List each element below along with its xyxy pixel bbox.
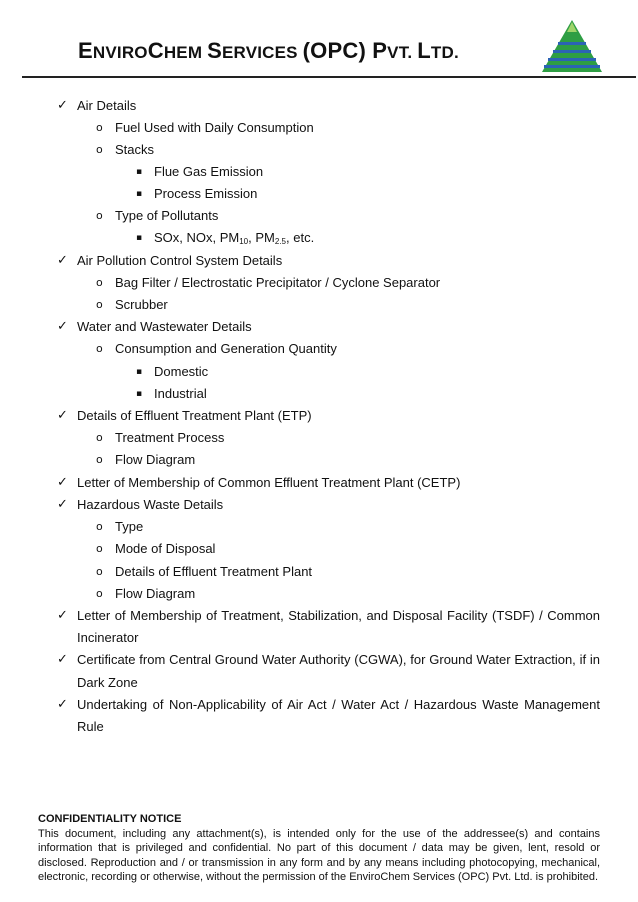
company-name [78, 38, 459, 64]
company-name-part: L [417, 38, 431, 63]
circle-bullet-icon: o [96, 565, 103, 578]
list-item-text: Flue Gas Emission [154, 164, 264, 179]
circle-bullet-icon: o [96, 298, 103, 311]
list-item-text: Process Emission [154, 186, 258, 201]
text-part: , PM [248, 230, 275, 245]
company-name-part: C [147, 38, 164, 63]
confidentiality-notice [38, 812, 600, 884]
square-bullet-icon: ▪ [136, 367, 143, 377]
circle-bullet-icon: o [96, 587, 103, 600]
subscript: 2.5 [274, 237, 286, 246]
list-item-text: Certificate from Central Ground Water Authority (CGWA), for Ground Water Extraction, if in [77, 652, 600, 667]
company-name-part: S [207, 38, 222, 63]
list-item-text: Details of Effluent Treatment Plant [115, 564, 313, 579]
checkmark-icon: ✓ [57, 475, 68, 490]
list-item-text: Treatment Process [115, 430, 225, 445]
list-item-text: Hazardous Waste Details [77, 497, 224, 512]
list-item-text: Consumption and Generation Quantity [115, 341, 337, 356]
square-bullet-icon: ▪ [136, 233, 143, 243]
circle-bullet-icon: o [96, 453, 103, 466]
list-item-text: Undertaking of Non-Applicability of Air Act / Water Act / Hazardous Waste Management [77, 697, 600, 712]
list-item-text: Fuel Used with Daily Consumption [115, 120, 314, 135]
company-name-part: TD. [430, 43, 459, 62]
circle-bullet-icon: o [96, 520, 103, 533]
company-name-part: VT. [387, 43, 418, 62]
notice-body: This document, including any attachment(s), is intended only for the use of the addressee(s) and contains information that is privileged and confidential. No part of this document / data may be given, lent, resold or disclosed. Reproduction and / or transmission in any form and by any means including photocopying, mechanical, electronic, recording or otherwise, without the permission of the EnviroChem Services (OPC) Pvt. Ltd. is prohibited. [38, 828, 600, 883]
checkmark-icon: ✓ [57, 608, 68, 623]
circle-bullet-icon: o [96, 209, 103, 222]
list-item-text: Type of Pollutants [115, 208, 219, 223]
list-item-text: Bag Filter / Electrostatic Precipitator / Cyclone Separator [115, 275, 441, 290]
checkmark-icon: ✓ [57, 319, 68, 334]
list-item-text: Dark Zone [77, 675, 138, 690]
company-name-part: ERVICES [222, 43, 303, 62]
text-part: , etc. [286, 230, 315, 245]
list-item-text: Industrial [154, 386, 207, 401]
list-item-text: Mode of Disposal [115, 541, 216, 556]
list-item-text: Letter of Membership of Common Effluent Treatment Plant (CETP) [77, 475, 461, 490]
circle-bullet-icon: o [96, 143, 103, 156]
circle-bullet-icon: o [96, 431, 103, 444]
list-item-text: Rule [77, 719, 104, 734]
checkmark-icon: ✓ [57, 408, 68, 423]
company-name-part: P [372, 38, 388, 63]
company-name-part: NVIRO [92, 43, 148, 62]
checkmark-icon: ✓ [57, 497, 68, 512]
list-item-text: Air Details [77, 98, 137, 113]
checkmark-icon: ✓ [57, 697, 68, 712]
page-header [0, 0, 638, 80]
list-item-text: Scrubber [115, 297, 168, 312]
list-item-text: Type [115, 519, 144, 534]
list-item-text: Letter of Membership of Treatment, Stabilization, and Disposal Facility (TSDF) / Common [77, 608, 600, 623]
list-item-text: Flow Diagram [115, 452, 196, 467]
company-name-part: HEM [163, 43, 208, 62]
company-name-part: (OPC) [302, 38, 373, 63]
circle-bullet-icon: o [96, 121, 103, 134]
list-item-text: Domestic [154, 364, 209, 379]
checkmark-icon: ✓ [57, 98, 68, 113]
list-item-text: Water and Wastewater Details [77, 319, 252, 334]
list-item-text: Stacks [115, 142, 155, 157]
text-part: SOx, NOx, PM [154, 230, 240, 245]
company-name-part: E [78, 38, 93, 63]
list-item-text [154, 227, 314, 249]
circle-bullet-icon: o [96, 542, 103, 555]
square-bullet-icon: ▪ [136, 189, 143, 199]
list-item-text: Incinerator [77, 630, 139, 645]
square-bullet-icon: ▪ [136, 167, 143, 177]
green-triangle-logo-icon [540, 18, 604, 74]
circle-bullet-icon: o [96, 276, 103, 289]
list-item-text: Flow Diagram [115, 586, 196, 601]
checkmark-icon: ✓ [57, 652, 68, 667]
checkmark-icon: ✓ [57, 253, 68, 268]
circle-bullet-icon: o [96, 342, 103, 355]
notice-title: CONFIDENTIALITY NOTICE [38, 813, 182, 825]
list-item-text: Details of Effluent Treatment Plant (ETP) [77, 408, 312, 423]
list-item-text: Air Pollution Control System Details [77, 253, 283, 268]
header-divider [22, 76, 636, 78]
subscript: 10 [239, 237, 249, 246]
square-bullet-icon: ▪ [136, 389, 143, 399]
